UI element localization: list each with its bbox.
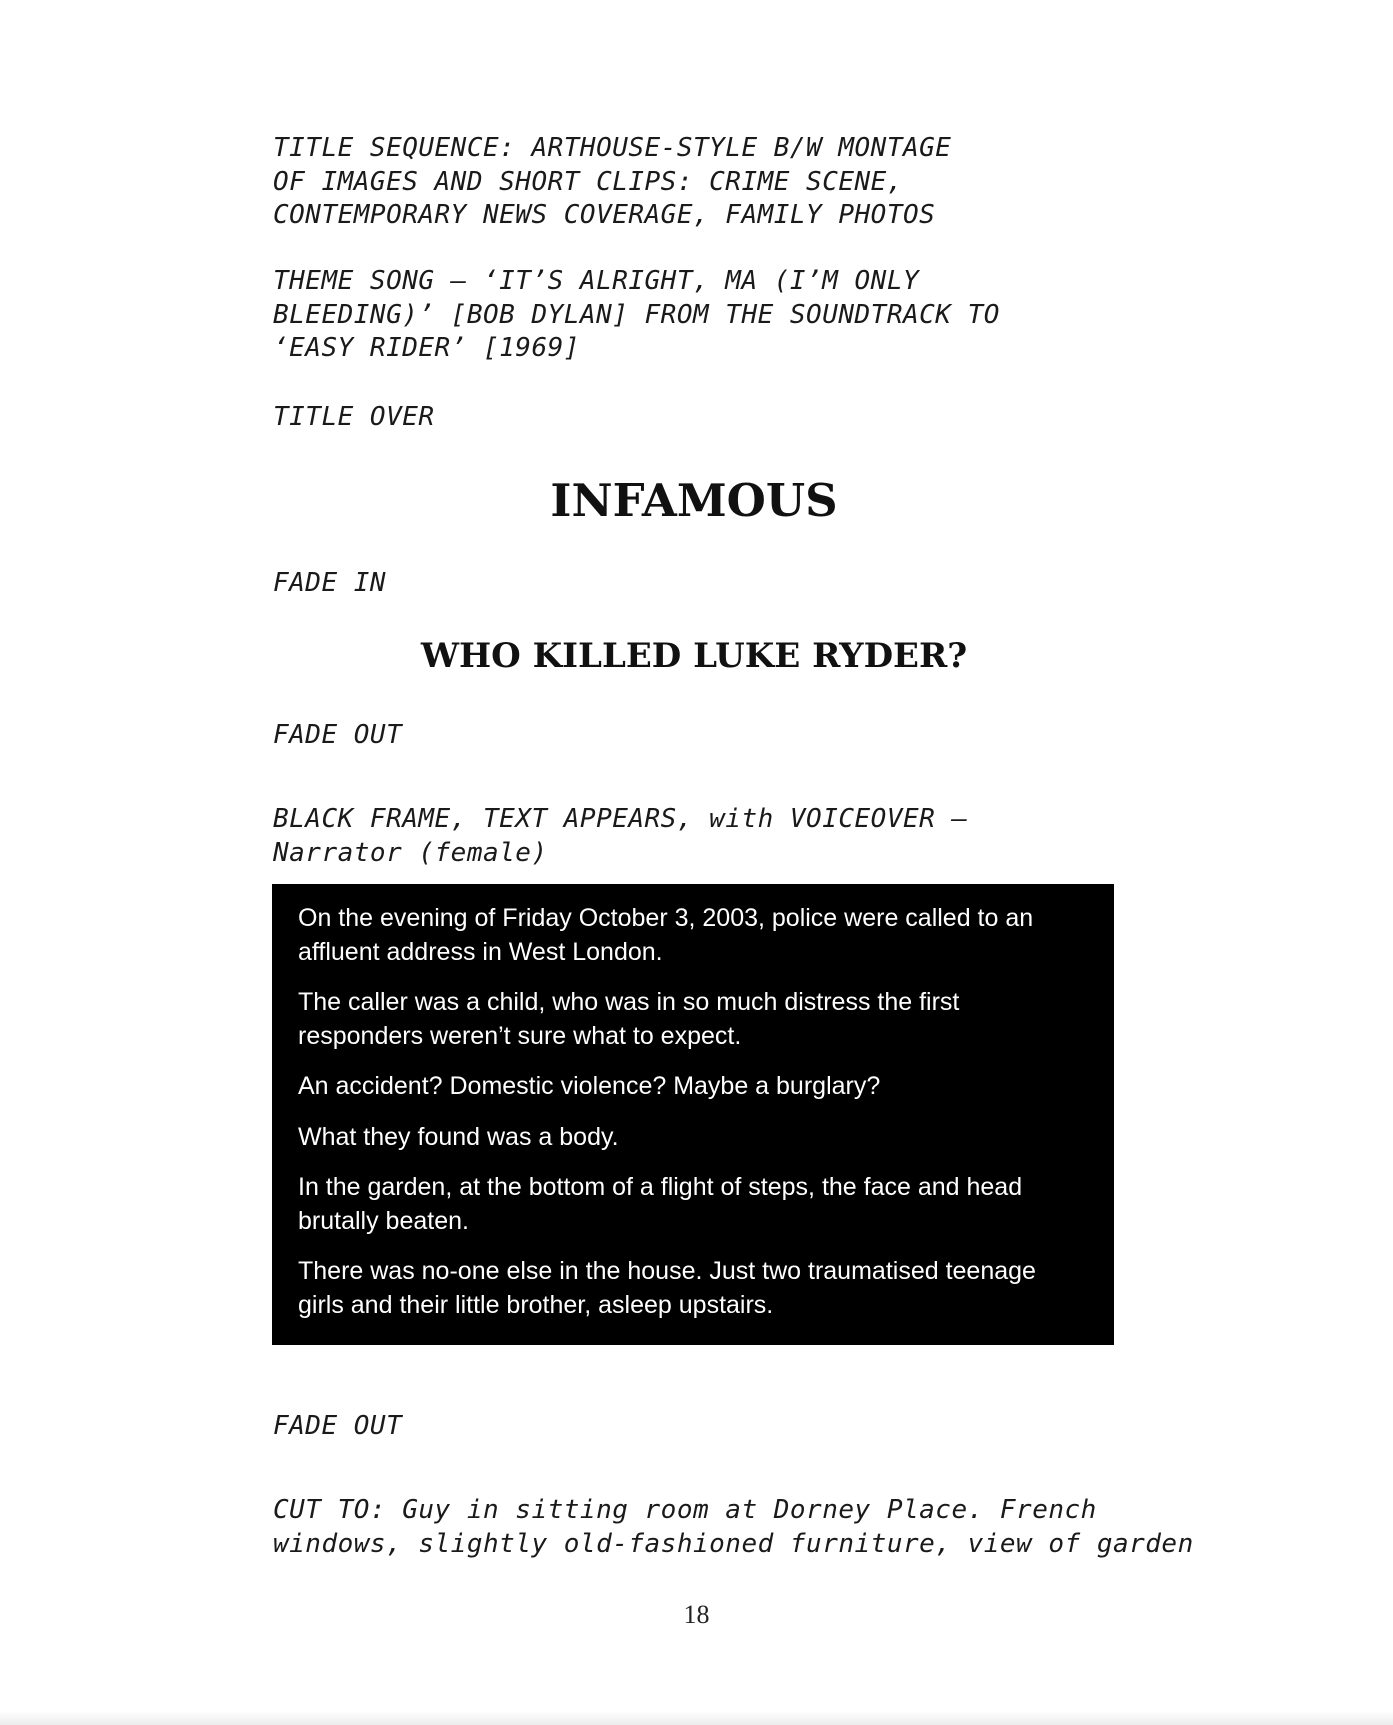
title-over-direction (273, 401, 435, 435)
fade-in-direction (273, 567, 386, 601)
main-title-block (273, 474, 1115, 527)
direction-line: CONTEMPORARY NEWS COVERAGE, FAMILY PHOTOS (273, 200, 936, 230)
direction-line: windows, slightly old-fashioned furniture, view of garden (273, 1528, 1194, 1559)
direction-line: FADE IN (273, 568, 387, 598)
black-frame-direction (273, 803, 968, 870)
direction-line: TITLE OVER (273, 402, 435, 432)
direction-line: ‘EASY RIDER’ [1969] (273, 333, 580, 363)
direction-line: OF IMAGES AND SHORT CLIPS: CRIME SCENE, (273, 166, 903, 197)
voiceover-paragraph: There was no-one else in the house. Just two traumatised teenage girls and their little brother, asleep upstairs. (298, 1257, 1036, 1319)
direction-line: FADE OUT (273, 720, 403, 750)
theme-song-direction (273, 265, 1000, 366)
title-sequence-direction (273, 132, 951, 233)
fade-out-direction-2 (273, 1410, 402, 1444)
main-title: INFAMOUS (550, 474, 838, 527)
direction-line: TITLE SEQUENCE: ARTHOUSE-STYLE B/W MONTAGE (273, 133, 952, 163)
voiceover-paragraph: In the garden, at the bottom of a flight of steps, the face and head brutally beaten. (298, 1173, 1023, 1235)
black-frame-text-box (272, 884, 1114, 1345)
direction-line: THEME SONG – ‘IT’S ALRIGHT, MA (I’M ONLY (273, 266, 920, 296)
cut-to-direction (273, 1494, 1194, 1561)
voiceover-paragraph: The caller was a child, who was in so much distress the first responders weren’t sure what to expect. (298, 988, 960, 1050)
page-bottom-shadow (0, 1711, 1393, 1725)
direction-line: CUT TO: Guy in sitting room at Dorney Place. French (273, 1495, 1097, 1525)
voiceover-paragraph: An accident? Domestic violence? Maybe a burglary? (298, 1072, 881, 1100)
page-number: 18 (683, 1600, 710, 1629)
fade-out-direction (273, 719, 402, 753)
subtitle: WHO KILLED LUKE RYDER? (420, 636, 968, 676)
direction-line: Narrator (female) (273, 837, 548, 868)
direction-line: BLEEDING)’ [BOB DYLAN] FROM THE SOUNDTRACK TO (273, 299, 1000, 330)
direction-line: FADE OUT (273, 1411, 403, 1441)
subtitle-block (273, 636, 1115, 676)
voiceover-paragraph: What they found was a body. (298, 1122, 619, 1151)
voiceover-paragraph: On the evening of Friday October 3, 2003, police were called to an affluent address in West London. (298, 904, 1034, 966)
direction-line: BLACK FRAME, TEXT APPEARS, with VOICEOVER – (273, 804, 968, 834)
